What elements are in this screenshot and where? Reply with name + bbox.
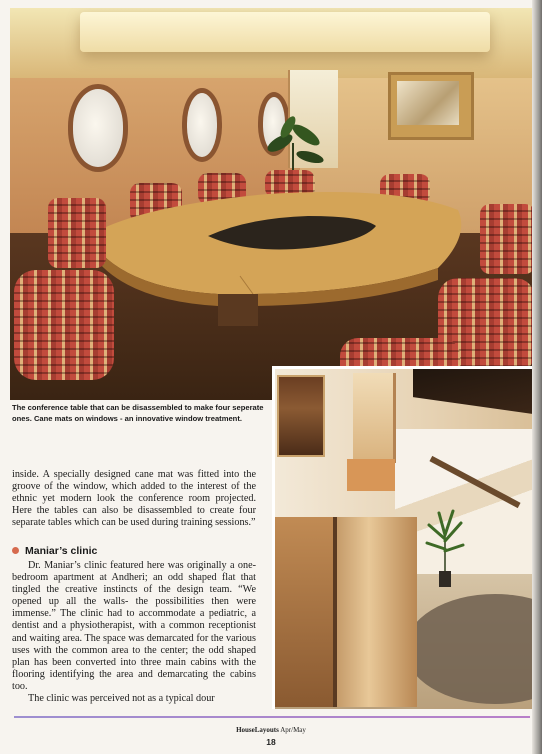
potted-plant xyxy=(425,509,465,589)
article-paragraph: inside. A specially designed cane mat was fitted into the groove of the window, which added to the interest of the ethnic yet modern look the conference room projected. Here the tables can also be disassembled to create four separate tables which can be used during training sessions.” xyxy=(12,469,256,529)
conference-table xyxy=(78,176,468,326)
framed-painting xyxy=(388,72,474,140)
chair xyxy=(480,204,535,274)
issue-date: Apr/May xyxy=(280,726,306,734)
article-body-continued xyxy=(12,560,256,705)
cabin-door xyxy=(347,459,395,491)
clinic-interior-photo xyxy=(272,366,533,709)
magazine-name: HouseLayouts xyxy=(236,726,279,734)
wall-panel xyxy=(353,373,396,463)
chair xyxy=(48,198,106,268)
reception-counter xyxy=(275,517,335,707)
ceiling xyxy=(10,8,535,78)
page-number: 18 xyxy=(266,737,276,747)
footer-rule xyxy=(14,716,530,718)
footer-magazine-issue xyxy=(0,726,542,734)
article-paragraph: The clinic was perceived not as a typical dour xyxy=(28,693,215,705)
porthole-window xyxy=(68,84,128,172)
chair xyxy=(14,270,114,380)
cabin-partition xyxy=(333,517,417,707)
article-body xyxy=(12,469,256,529)
conference-room-photo xyxy=(10,8,535,400)
porthole-window xyxy=(182,88,222,162)
article-paragraph: Dr. Maniar’s clinic featured here was originally a one-bedroom apartment at Andheri; an odd shaped flat that tingled the creative instincts of the design team. “We opened up all the walls- the possibilities then were immense.” The clinic had to accommodate a pediatric, a dentist and a physiotherapist, with a common receptionist and waiting area. The space was demarcated for the various uses with the common area to the center; the odd shaped plan has been converted into three main cabins with the flooring identifying the area and demarcating the cabins too. xyxy=(12,560,256,692)
photo-caption: The conference table that can be disassembled to make four seperate ones. Cane mats on windows - an innovative window treatment. xyxy=(12,403,264,423)
wall-art xyxy=(277,375,325,457)
page-gutter-shadow xyxy=(532,0,542,754)
section-heading-text: Maniar’s clinic xyxy=(25,545,98,557)
section-heading xyxy=(12,545,97,557)
bullet-icon xyxy=(12,547,19,554)
